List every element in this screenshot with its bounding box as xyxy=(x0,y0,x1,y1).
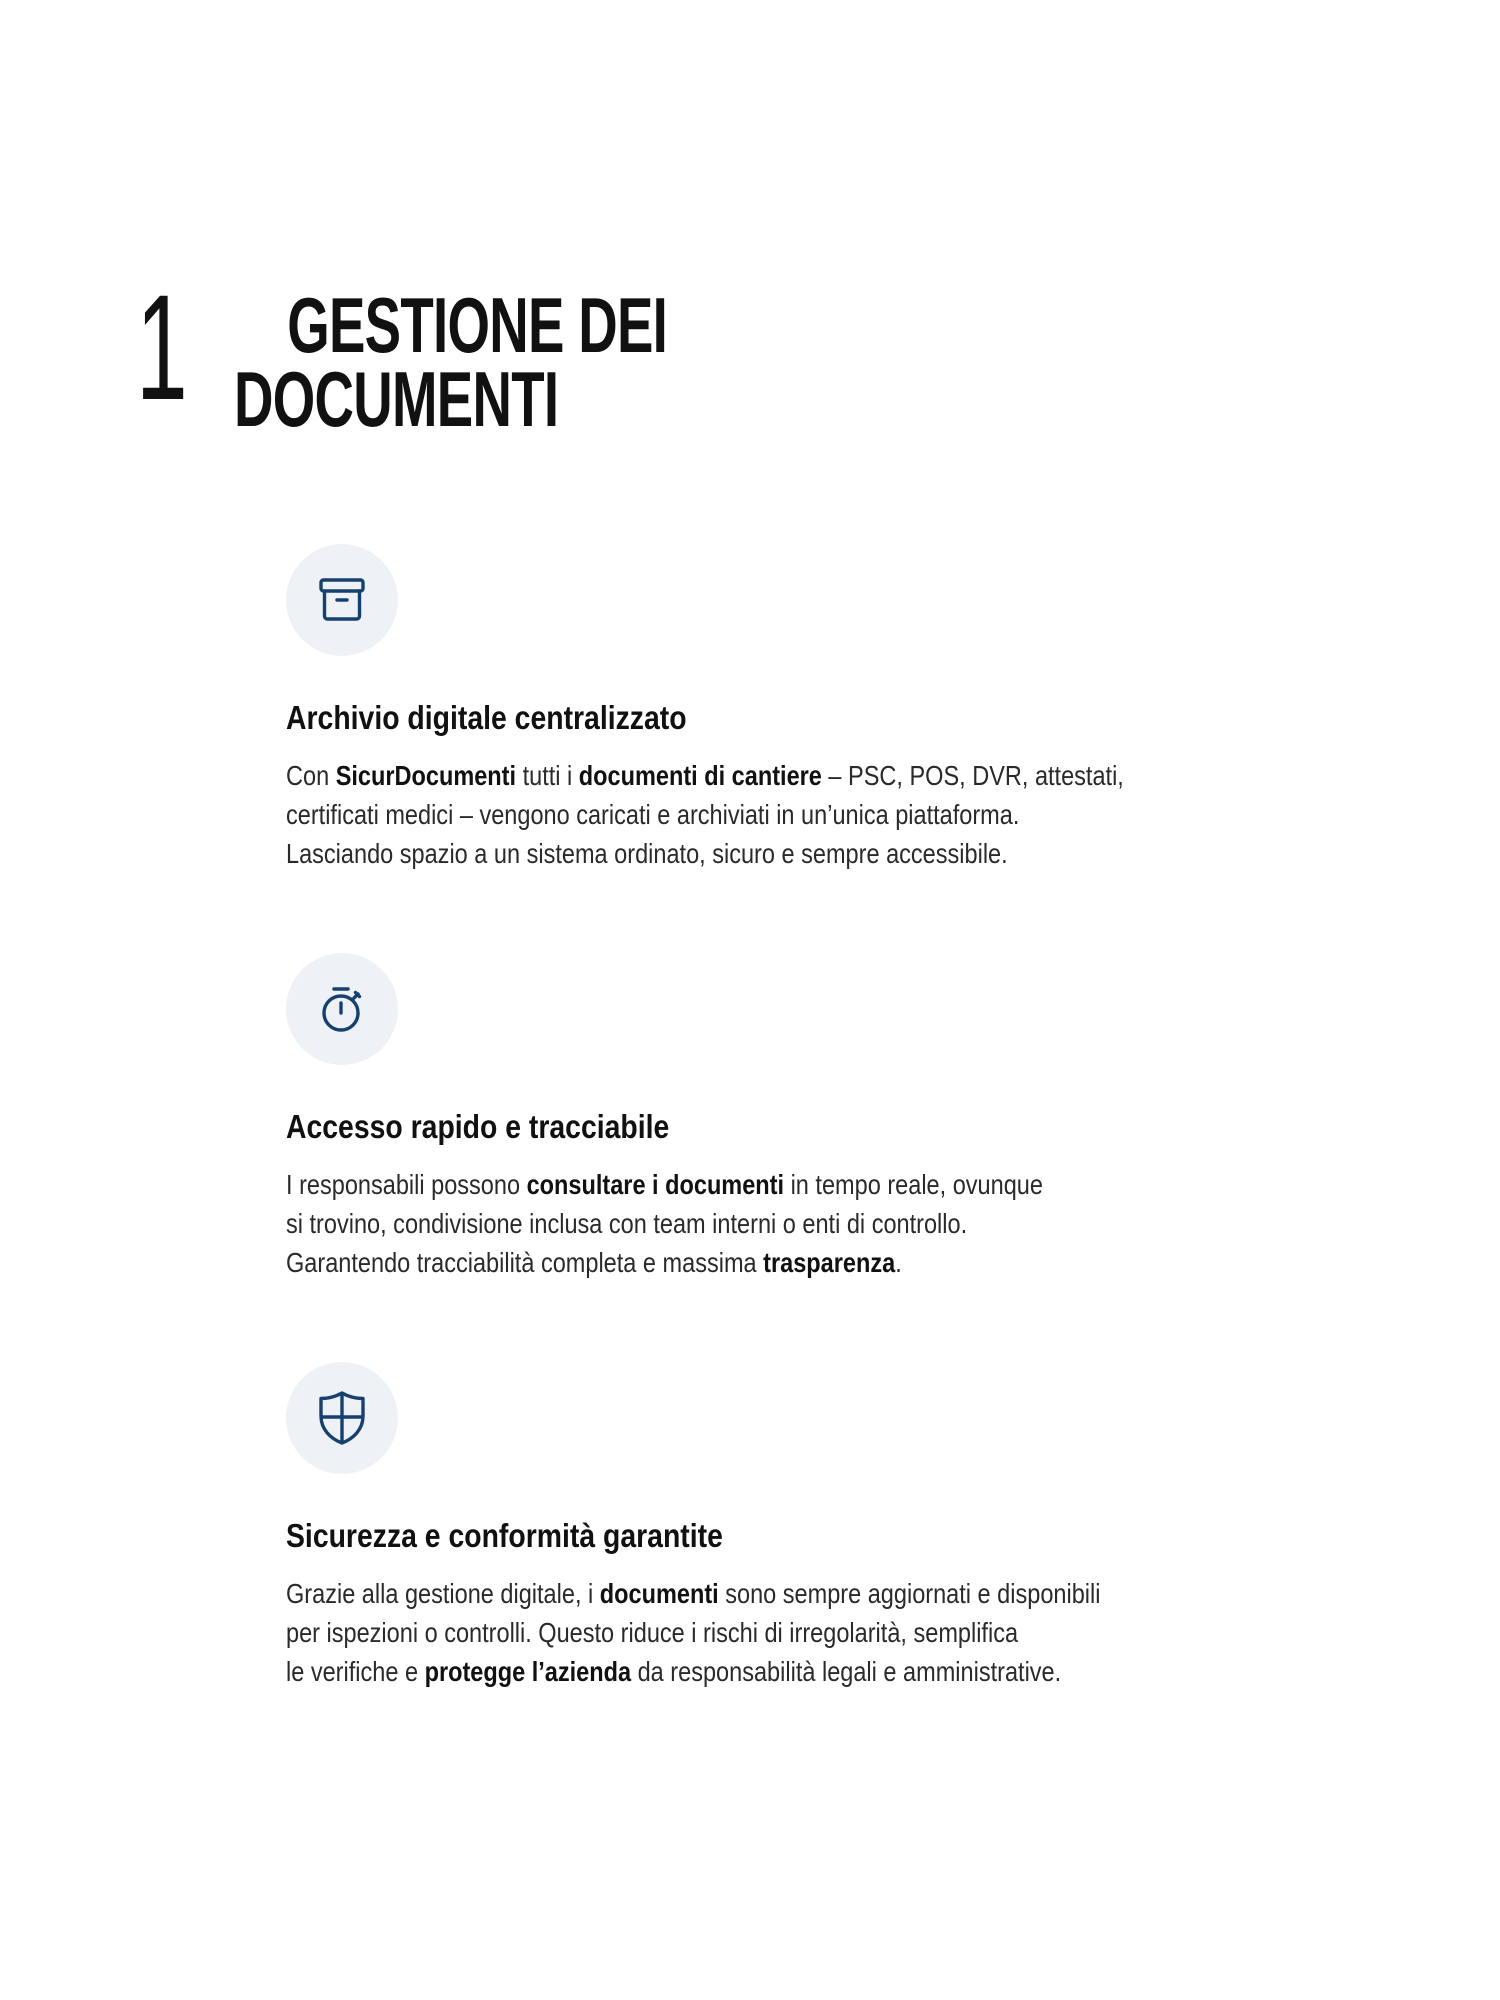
section-number: 1 xyxy=(136,263,188,431)
body-text: Garantendo tracciabilità completa e massima xyxy=(286,1247,764,1278)
description-line xyxy=(286,1652,1294,1691)
emphasis-text: protegge l’azienda xyxy=(424,1656,632,1687)
feature-title: Accesso rapido e tracciabile xyxy=(286,1108,670,1145)
stopwatch-icon xyxy=(314,981,370,1037)
feature-title: Archivio digitale centralizzato xyxy=(286,699,687,736)
feature-icon-badge xyxy=(286,544,398,656)
emphasis-text: documenti di cantiere xyxy=(578,760,822,791)
body-text: certificati medici – vengono caricati e archiviati in un’unica piattaforma. xyxy=(286,799,1020,830)
description-line xyxy=(286,1243,1294,1282)
description-line xyxy=(286,834,1294,873)
shield-icon xyxy=(315,1389,369,1447)
description-line xyxy=(286,795,1294,834)
emphasis-text: documenti xyxy=(599,1578,719,1609)
description-line xyxy=(286,756,1294,795)
body-text: . xyxy=(895,1247,902,1278)
description-line xyxy=(286,1165,1294,1204)
feature-archive xyxy=(286,544,1286,873)
description-line xyxy=(286,1204,1294,1243)
description-line xyxy=(286,1613,1294,1652)
body-text: per ispezioni o controlli. Questo riduce i rischi di irregolarità, semplifica xyxy=(286,1617,1019,1648)
feature-description xyxy=(286,756,1294,873)
body-text: le verifiche e xyxy=(286,1656,425,1687)
feature-description xyxy=(286,1165,1294,1282)
emphasis-text: SicurDocumenti xyxy=(335,760,517,791)
feature-icon-badge xyxy=(286,1362,398,1474)
archive-box-icon xyxy=(316,574,368,626)
body-text: I responsabili possono xyxy=(286,1169,527,1200)
emphasis-text: trasparenza xyxy=(763,1247,896,1278)
body-text: in tempo reale, ovunque xyxy=(784,1169,1043,1200)
feature-description xyxy=(286,1574,1294,1691)
feature-title: Sicurezza e conformità garantite xyxy=(286,1517,723,1554)
body-text: da responsabilità legali e amministrative. xyxy=(631,1656,1062,1687)
body-text: sono sempre aggiornati e disponibili xyxy=(718,1578,1101,1609)
description-line xyxy=(286,1574,1294,1613)
emphasis-text: consultare i documenti xyxy=(526,1169,785,1200)
page-title xyxy=(234,281,668,443)
body-text: tutti i xyxy=(516,760,579,791)
body-text: Grazie alla gestione digitale, i xyxy=(286,1578,600,1609)
body-text: si trovino, condivisione inclusa con team interni o enti di controllo. xyxy=(286,1208,968,1239)
body-text: Con xyxy=(286,760,336,791)
page-title-line-1: GESTIONE DEI xyxy=(287,281,668,369)
feature-icon-badge xyxy=(286,953,398,1065)
feature-security xyxy=(286,1362,1286,1691)
page-title-line-2: DOCUMENTI xyxy=(234,355,559,443)
body-text: – PSC, POS, DVR, attestati, xyxy=(821,760,1124,791)
feature-access xyxy=(286,953,1286,1282)
body-text: Lasciando spazio a un sistema ordinato, sicuro e sempre accessibile. xyxy=(286,838,1008,869)
